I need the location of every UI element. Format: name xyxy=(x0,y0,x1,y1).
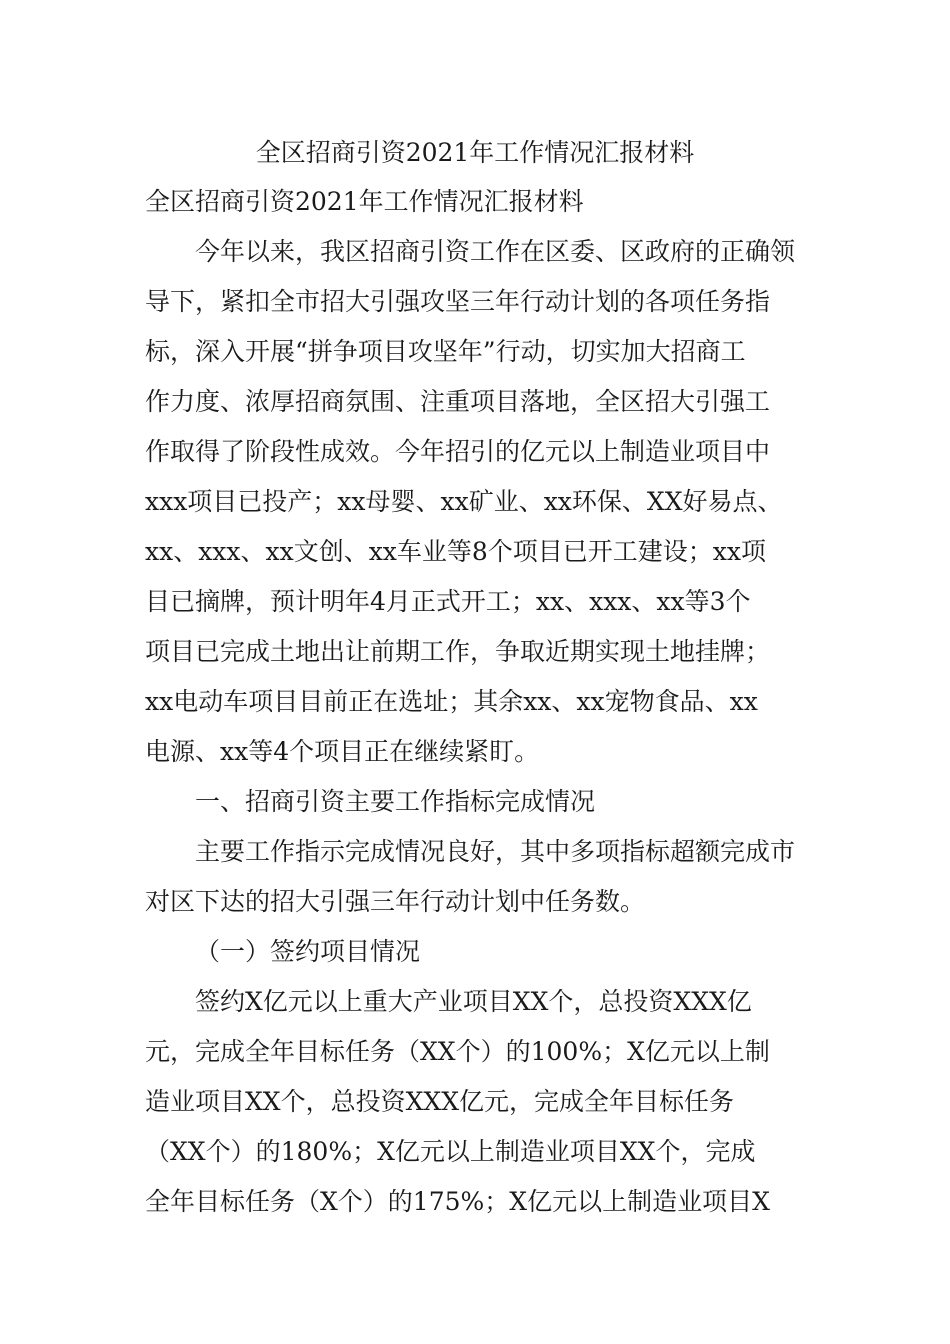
document-title: 全区招商引资2021年工作情况汇报材料 xyxy=(255,138,695,167)
text-line: 造业项目XX个，总投资XXX亿元，完成全年目标任务 xyxy=(145,1087,734,1116)
text-line: 对区下达的招大引强三年行动计划中任务数。 xyxy=(145,887,646,916)
text-line: 项目已完成土地出让前期工作，争取近期实现土地挂牌； xyxy=(145,637,771,666)
text-line: xx电动车项目目前正在选址；其余xx、xx宠物食品、xx xyxy=(145,687,758,716)
text-line: 作取得了阶段性成效。今年招引的亿元以上制造业项目中 xyxy=(145,437,771,466)
document-subtitle: 全区招商引资2021年工作情况汇报材料 xyxy=(145,187,584,216)
text-line: 目已摘牌，预计明年4月正式开工；xx、xxx、xx等3个 xyxy=(145,587,751,616)
subsection-1-paragraph xyxy=(145,977,815,1227)
section-1-paragraph xyxy=(145,827,815,927)
text-line: 元，完成全年目标任务（XX个）的100%；X亿元以上制 xyxy=(145,1037,770,1066)
text-line: 电源、xx等4个项目正在继续紧盯。 xyxy=(145,737,540,766)
section-1-heading: 一、招商引资主要工作指标完成情况 xyxy=(195,787,596,816)
subsection-1-heading: （一）签约项目情况 xyxy=(195,937,421,966)
text-line: xx、xxx、xx文创、xx车业等8个项目已开工建设；xx项 xyxy=(145,537,766,566)
text-line: 签约X亿元以上重大产业项目XX个，总投资XXX亿 xyxy=(195,987,752,1016)
text-line: xxx项目已投产；xx母婴、xx矿业、xx环保、XX好易点、 xyxy=(145,487,783,516)
text-line: 今年以来，我区招商引资工作在区委、区政府的正确领 xyxy=(195,237,796,266)
document-body xyxy=(145,177,815,1227)
intro-paragraph xyxy=(145,227,815,777)
text-line: （XX个）的180%；X亿元以上制造业项目XX个，完成 xyxy=(145,1137,756,1166)
text-line: 作力度、浓厚招商氛围、注重项目落地，全区招大引强工 xyxy=(145,387,771,416)
text-line: 导下，紧扣全市招大引强攻坚三年行动计划的各项任务指 xyxy=(145,287,771,316)
text-line: 标，深入开展“拼争项目攻坚年”行动，切实加大招商工 xyxy=(145,337,746,366)
text-line: 全年目标任务（X个）的175%；X亿元以上制造业项目X xyxy=(145,1187,770,1216)
text-line: 主要工作指示完成情况良好，其中多项指标超额完成市 xyxy=(195,837,796,866)
